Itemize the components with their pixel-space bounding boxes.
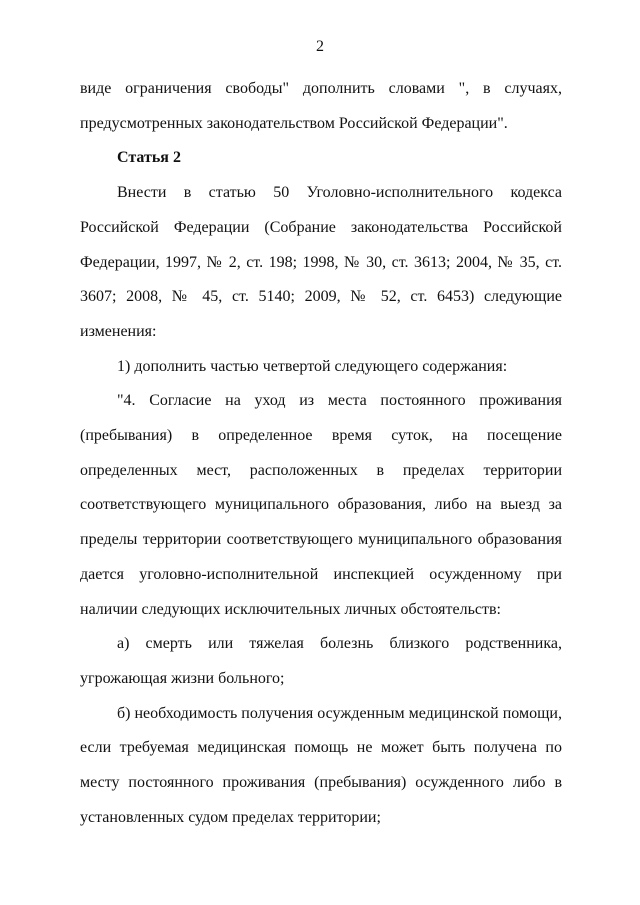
document-body xyxy=(80,72,562,835)
page-number: 2 xyxy=(316,38,324,55)
paragraph-item-a: а) смерть или тяжелая болезнь близкого родственника, угрожающая жизни больного; xyxy=(80,635,562,687)
paragraph-item-b: б) необходимость получения осужденным медицинской помощи, если требуемая медицинская помощь не может быть получена по месту постоянного проживания (пребывания) осужденного либо в установленных судом пределах территории; xyxy=(80,704,562,826)
paragraph-intro: Внести в статью 50 Уголовно-исполнительного кодекса Российской Федерации (Собрание законодательства Российской Федерации, 1997, № 2, ст. 198; 1998, № 30, ст. 3613; 2004, № 35, ст. 3607; 2008, № 45, ст. 5140; 2009, № 52, ст. 6453) следующие изменения: xyxy=(80,184,562,340)
paragraph-item-1: 1) дополнить частью четвертой следующего содержания: xyxy=(117,357,508,375)
paragraph-quoted-part-4: "4. Согласие на уход из места постоянного проживания (пребывания) в определенное время суток, на посещение определенных мест, расположенных в пределах территории соответствующего муниципального образования, либо на выезд за пределы территории соответствующего муниципального образования дается уголовно-исполнительной инспекцией осужденному при наличии следующих исключительных личных обстоятельств: xyxy=(80,392,562,618)
paragraph-continuation: виде ограничения свободы" дополнить словами ", в случаях, предусмотренных законодательством Российской Федерации". xyxy=(80,80,562,132)
article-heading: Статья 2 xyxy=(117,149,181,167)
